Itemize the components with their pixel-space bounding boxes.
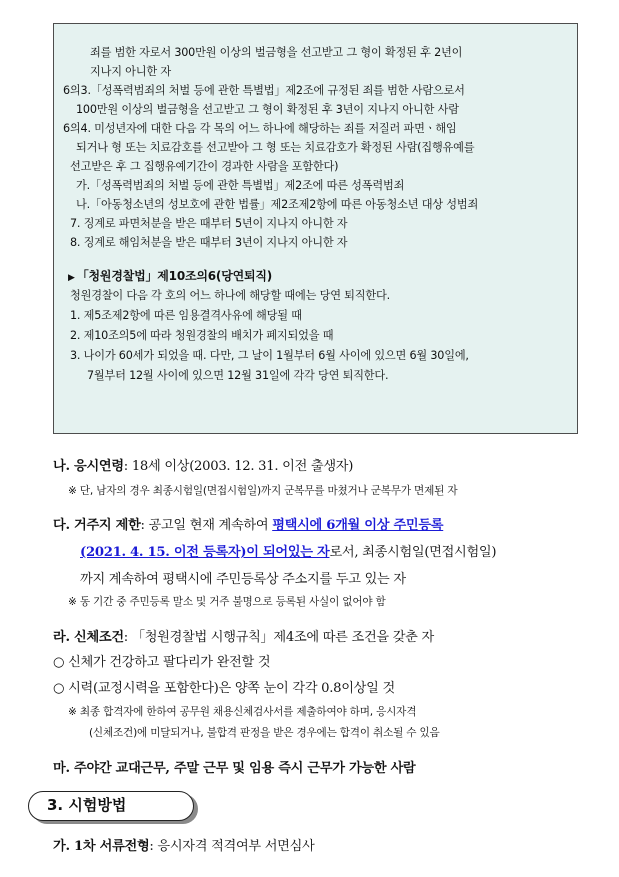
residence-text-b: 로서, 최종시험일(면접시험일) bbox=[329, 545, 497, 560]
residence-note: ※ 동 기간 중 주민등록 말소 및 거주 불명으로 등록된 사실이 없어야 함 bbox=[68, 596, 386, 608]
box-line: 청원경찰이 다음 각 호의 어느 하나에 해당할 때에는 당연 퇴직한다. bbox=[70, 289, 390, 302]
residence-line-2 bbox=[80, 541, 496, 560]
box-line: 선고받은 후 그 집행유예기간이 경과한 사람을 포함한다) bbox=[70, 160, 339, 173]
residence-requirement bbox=[53, 514, 443, 533]
box-line: 6의3.「성폭력범죄의 처벌 등에 관한 특별법」제2조에 규정된 죄를 범한 사람으로서 bbox=[63, 84, 465, 97]
shift-requirement: 마. 주야간 교대근무, 주말 근무 및 임용 즉시 근무가 가능한 사람 bbox=[53, 761, 416, 776]
residence-text-a: : 공고일 현재 계속하여 bbox=[140, 518, 273, 533]
box-heading-text: 「청원경찰법」제10조의6(당연퇴직) bbox=[76, 269, 273, 283]
age-text: : 18세 이상(2003. 12. 31. 이전 출생자) bbox=[123, 459, 354, 474]
body-item-text: 신체가 건강하고 팔다리가 완전할 것 bbox=[68, 655, 271, 670]
age-label: 나. 응시연령 bbox=[53, 459, 124, 474]
disqualification-box bbox=[53, 23, 578, 434]
box-line: 가.「성폭력범죄의 처벌 등에 관한 특별법」제2조에 따른 성폭력범죄 bbox=[76, 179, 405, 192]
body-item bbox=[53, 651, 270, 670]
box-heading bbox=[68, 267, 272, 288]
body-note-line-2: (신체조건)에 미달되거나, 불합격 판정을 받은 경우에는 합격이 취소될 수 있음 bbox=[89, 727, 440, 739]
box-line: 나.「아동청소년의 성보호에 관한 법률」제2조제2항에 따른 아동청소년 대상 성범죄 bbox=[76, 198, 479, 211]
box-line: 죄를 범한 자로서 300만원 이상의 벌금형을 선고받고 그 형이 확정된 후 2년이 bbox=[90, 46, 463, 59]
circle-bullet-icon: ○ bbox=[53, 655, 69, 670]
residence-line-3: 까지 계속하여 평택시에 주민등록상 주소지를 두고 있는 자 bbox=[80, 572, 406, 587]
body-note-line-1: ※ 최종 합격자에 한하여 공무원 채용신체검사서를 제출하여야 하며, 응시자격 bbox=[68, 706, 417, 718]
body-item-text: 시력(교정시력을 포함한다)은 양쪽 눈이 각각 0.8이상일 것 bbox=[68, 681, 395, 696]
box-line: 되거나 형 또는 치료감호를 선고받아 그 형 또는 치료감호가 확정된 사람(집행유예를 bbox=[76, 141, 475, 154]
section-3-title: 3. 시험방법 bbox=[28, 791, 194, 821]
age-requirement bbox=[53, 455, 353, 474]
body-item bbox=[53, 677, 395, 696]
residence-highlight-1: 평택시에 6개월 이상 주민등록 bbox=[272, 518, 444, 533]
box-line: 1. 제5조제2항에 따른 임용결격사유에 해당될 때 bbox=[70, 309, 302, 322]
box-line: 100만원 이상의 벌금형을 선고받고 그 형이 확정된 후 3년이 지나지 아니한 사람 bbox=[76, 103, 459, 116]
body-text: : 「청원경찰법 시행규칙」제4조에 따른 조건을 갖춘 자 bbox=[123, 630, 434, 645]
stage-1-document-review bbox=[53, 835, 314, 854]
box-line: 2. 제10조의5에 따라 청원경찰의 배치가 폐지되었을 때 bbox=[70, 329, 334, 342]
triangle-right-icon: ▶ bbox=[68, 273, 75, 283]
stage-1-label: 가. 1차 서류전형 bbox=[53, 839, 150, 854]
circle-bullet-icon: ○ bbox=[53, 681, 69, 696]
residence-label: 다. 거주지 제한 bbox=[53, 518, 141, 533]
box-line: 8. 징계로 해임처분을 받은 때부터 3년이 지나지 아니한 자 bbox=[70, 236, 348, 249]
box-line: 6의4. 미성년자에 대한 다음 각 목의 어느 하나에 해당하는 죄를 저질러 파면ㆍ해임 bbox=[63, 122, 457, 135]
stage-1-text: : 응시자격 적격여부 서면심사 bbox=[149, 839, 315, 854]
box-line: 지나지 아니한 자 bbox=[90, 65, 171, 78]
age-note: ※ 단, 남자의 경우 최종시험일(면접시험일)까지 군복무를 마쳤거나 군복무가 면제된 자 bbox=[68, 485, 458, 497]
box-line: 7. 징계로 파면처분을 받은 때부터 5년이 지나지 아니한 자 bbox=[70, 217, 348, 230]
box-line: 3. 나이가 60세가 되었을 때. 다만, 그 날이 1월부터 6월 사이에 있으면 6월 30일에, bbox=[70, 349, 469, 362]
body-requirement bbox=[53, 626, 434, 645]
body-label: 라. 신체조건 bbox=[53, 630, 124, 645]
residence-highlight-2: (2021. 4. 15. 이전 등록자)이 되어있는 자 bbox=[80, 545, 330, 560]
box-line: 7월부터 12월 사이에 있으면 12월 31일에 각각 당연 퇴직한다. bbox=[87, 369, 389, 382]
